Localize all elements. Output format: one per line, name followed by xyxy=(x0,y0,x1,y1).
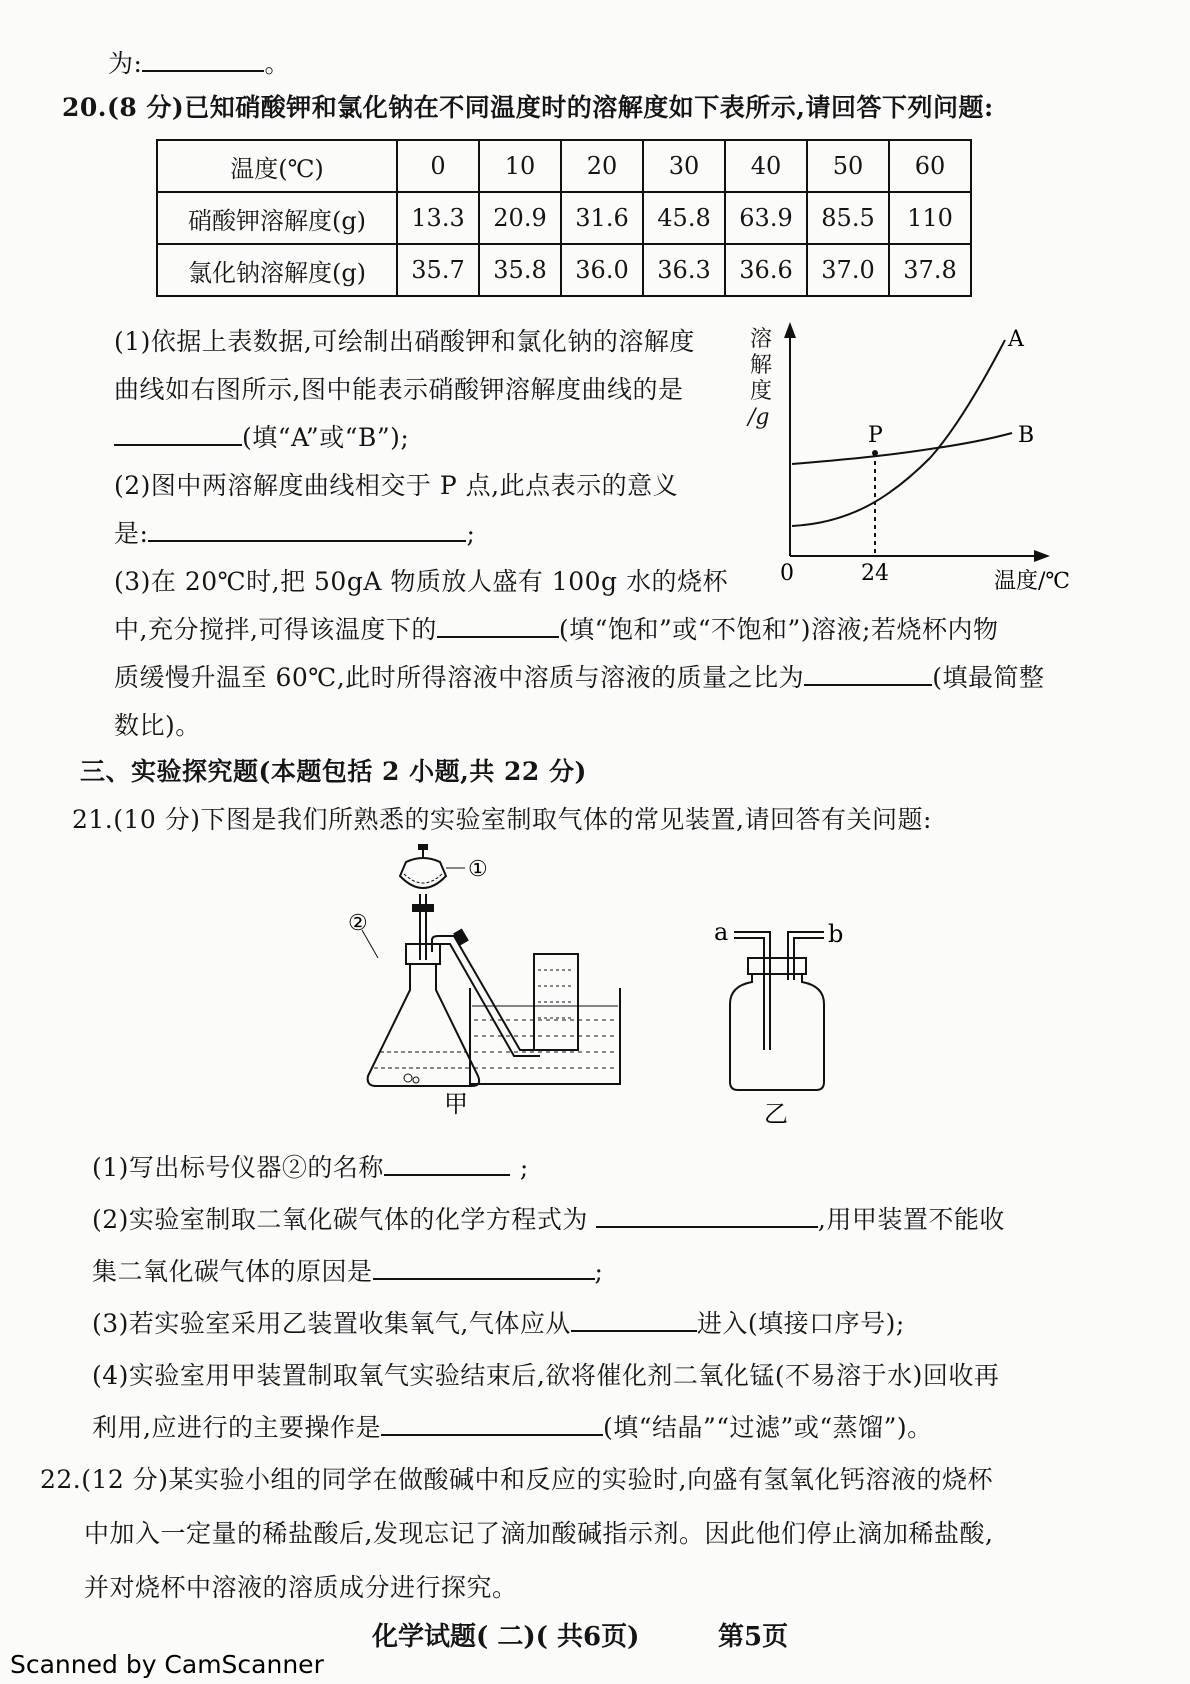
delivery-tube xyxy=(438,944,540,1056)
q21-part4-prefix: 利用,应进行的主要操作是 xyxy=(92,1413,381,1442)
q20-part1-line3 xyxy=(114,418,409,454)
table-cell: 110 xyxy=(889,192,971,244)
table-row xyxy=(157,140,971,192)
q21-part1-suffix: ; xyxy=(519,1153,529,1182)
apparatus-jia-diagram xyxy=(350,840,650,1120)
table-cell: 0 xyxy=(397,140,479,192)
q20-stem: 20.(8 分)已知硝酸钾和氯化钠在不同温度时的溶解度如下表所示,请回答下列问题: xyxy=(62,93,994,122)
q20-part1-line2: 曲线如右图所示,图中能表示硝酸钾溶解度曲线的是 xyxy=(114,375,684,404)
curve-a-label: A xyxy=(1008,327,1024,352)
q21-part1-prefix: (1)写出标号仪器②的名称 xyxy=(92,1153,384,1182)
curve-a xyxy=(792,340,1005,526)
q22-line2: 中加入一定量的稀盐酸后,发现忘记了滴加酸碱指示剂。因此他们停止滴加稀盐酸, xyxy=(84,1519,994,1548)
answer-blank xyxy=(114,443,242,446)
x-axis-arrow xyxy=(1034,550,1050,562)
answer-blank xyxy=(373,1277,595,1280)
curve-b-label: B xyxy=(1018,423,1035,448)
funnel-stopper-cap xyxy=(418,844,428,850)
tube-a xyxy=(734,938,764,1050)
table-cell: 36.6 xyxy=(725,244,807,296)
bottle-stopper xyxy=(748,958,806,974)
answer-blank xyxy=(437,635,559,638)
previous-question-tail xyxy=(108,44,290,80)
q21-part2-prefix: (2)实验室制取二氧化碳气体的化学方程式为 xyxy=(92,1205,588,1234)
trough-water xyxy=(474,1020,616,1068)
y-axis-label-char: 度 xyxy=(750,379,773,404)
answer-blank xyxy=(804,683,932,686)
table-cell: 35.8 xyxy=(479,244,561,296)
q21-part3-suffix: 进入(填接口序号); xyxy=(696,1309,905,1338)
table-cell: 13.3 xyxy=(397,192,479,244)
q21-part4-suffix: (填“结晶”“过滤”或“蒸馏”)。 xyxy=(602,1413,933,1442)
y-axis-arrow xyxy=(784,322,796,338)
funnel-liquid xyxy=(404,874,442,883)
apparatus-yi-diagram xyxy=(700,900,860,1128)
table-cell: 37.8 xyxy=(889,244,971,296)
bottle-water xyxy=(538,970,574,1018)
table-cell: 20.9 xyxy=(479,192,561,244)
table-cell: 硝酸钾溶解度(g) xyxy=(157,192,397,244)
table-cell: 氯化钠溶解度(g) xyxy=(157,244,397,296)
delivery-tube xyxy=(432,936,540,1050)
table-cell: 30 xyxy=(643,140,725,192)
q20-part3-line3 xyxy=(114,658,1044,694)
q21-part2-suffix2: ; xyxy=(594,1257,604,1286)
q20-part1-hint: (填“A”或“B”); xyxy=(242,423,410,452)
label-2: ② xyxy=(348,911,368,936)
solubility-curve-graph xyxy=(740,318,1080,598)
tail-suffix: 。 xyxy=(264,49,290,78)
q20-part3-prefix2: 质缓慢升温至 60℃,此时所得溶液中溶质与溶液的质量之比为 xyxy=(114,663,805,692)
q21-part4-line2 xyxy=(92,1408,933,1444)
curve-b xyxy=(792,433,1012,464)
table-cell: 20 xyxy=(561,140,643,192)
q21-part4-line1: (4)实验室用甲装置制取氧气实验结束后,欲将催化剂二氧化锰(不易溶于水)回收再 xyxy=(92,1361,1000,1390)
answer-blank xyxy=(571,1329,697,1332)
q20-part2-suffix: ; xyxy=(466,519,476,548)
table-cell: 31.6 xyxy=(561,192,643,244)
table-cell: 温度(℃) xyxy=(157,140,397,192)
table-cell: 63.9 xyxy=(725,192,807,244)
q20-part3-suffix: (填“饱和”或“不饱和”)溶液;若烧杯内物 xyxy=(558,615,999,644)
q21-part2-suffix: ,用甲装置不能收 xyxy=(817,1205,1005,1234)
port-a-label: a xyxy=(714,918,729,946)
scanner-watermark: Scanned by CamScanner xyxy=(10,1650,324,1679)
x-tick-label: 24 xyxy=(861,561,889,586)
caption-yi: 乙 xyxy=(764,1100,788,1128)
table-cell: 85.5 xyxy=(807,192,889,244)
port-b-label: b xyxy=(828,920,844,948)
label-1: ① xyxy=(468,857,488,882)
q20-part1-line1: (1)依据上表数据,可绘制出硝酸钾和氯化钠的溶解度 xyxy=(114,327,695,356)
tube-connector xyxy=(453,928,469,945)
table-cell: 35.7 xyxy=(397,244,479,296)
q21-stem: 21.(10 分)下图是我们所熟悉的实验室制取气体的常见装置,请回答有关问题: xyxy=(72,805,932,834)
footer-page: 第5页 xyxy=(718,1622,789,1652)
table-cell: 10 xyxy=(479,140,561,192)
point-p-label: P xyxy=(868,423,883,448)
q20-part3-line1: (3)在 20℃时,把 50gA 物质放人盛有 100g 水的烧杯 xyxy=(114,567,728,596)
answer-blank xyxy=(148,539,466,542)
table-cell: 37.0 xyxy=(807,244,889,296)
table-cell: 36.3 xyxy=(643,244,725,296)
answer-blank xyxy=(381,1433,603,1436)
q22-line1: 22.(12 分)某实验小组的同学在做酸碱中和反应的实验时,向盛有氢氧化钙溶液的烧杯 xyxy=(40,1465,993,1494)
x-axis-label: 温度/℃ xyxy=(994,569,1071,594)
flask-stopper xyxy=(406,944,440,964)
table-cell: 40 xyxy=(725,140,807,192)
funnel-stopcock xyxy=(412,904,434,912)
footer-title: 化学试题( 二)( 共6页) xyxy=(372,1622,640,1652)
wide-mouth-bottle xyxy=(730,974,824,1090)
flask-solid xyxy=(413,1077,419,1083)
q21-part2-line1 xyxy=(92,1200,1005,1236)
origin-label: 0 xyxy=(780,561,794,586)
q20-part3-line4: 数比)。 xyxy=(114,711,201,740)
section-3-heading: 三、实验探究题(本题包括 2 小题,共 22 分) xyxy=(80,757,587,786)
answer-blank xyxy=(142,69,264,72)
solubility-table xyxy=(156,139,972,297)
table-cell: 60 xyxy=(889,140,971,192)
y-axis-label-char: 溶 xyxy=(750,327,773,352)
table-row xyxy=(157,192,971,244)
q21-part2-line2 xyxy=(92,1252,603,1288)
flask-solid xyxy=(404,1074,412,1082)
q20-part3-line2 xyxy=(114,610,998,646)
tail-prefix: 为: xyxy=(108,49,143,78)
table-row xyxy=(157,244,971,296)
table-cell: 50 xyxy=(807,140,889,192)
q22-line3: 并对烧杯中溶液的溶质成分进行探究。 xyxy=(84,1573,518,1602)
table-cell: 36.0 xyxy=(561,244,643,296)
y-axis-label-char: 解 xyxy=(750,353,773,378)
answer-blank xyxy=(596,1225,818,1228)
y-axis-label-unit: /g xyxy=(748,405,770,430)
q20-part3-prefix: 中,充分搅拌,可得该温度下的 xyxy=(114,615,437,644)
q21-part1 xyxy=(92,1148,529,1184)
caption-jia: 甲 xyxy=(444,1090,468,1118)
q20-part2-line1: (2)图中两溶解度曲线相交于 P 点,此点表示的意义 xyxy=(114,471,679,500)
q21-part3-prefix: (3)若实验室采用乙装置收集氧气,气体应从 xyxy=(92,1309,571,1338)
q21-part2-prefix2: 集二氧化碳气体的原因是 xyxy=(92,1257,373,1286)
q20-part3-suffix2: (填最简整 xyxy=(932,663,1045,692)
answer-blank xyxy=(384,1173,510,1176)
table-cell: 45.8 xyxy=(643,192,725,244)
intersection-point xyxy=(872,450,878,456)
q20-part2-prefix: 是: xyxy=(114,519,149,548)
q20-part2-line2 xyxy=(114,514,475,550)
q21-part3 xyxy=(92,1304,905,1340)
